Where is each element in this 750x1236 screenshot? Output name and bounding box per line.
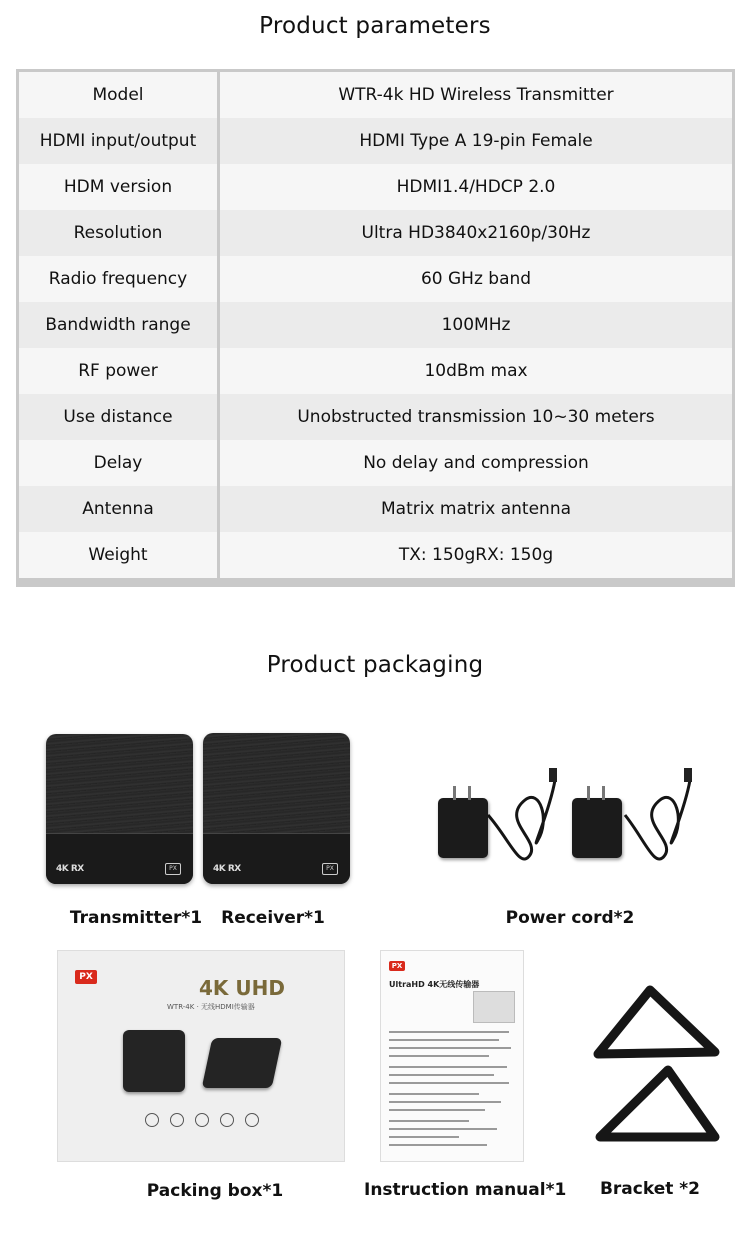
table-cell-label: Use distance xyxy=(19,394,217,440)
power-cord-caption: Power cord*2 xyxy=(505,908,635,928)
device-logo-text: 4K RX xyxy=(56,864,84,874)
product-parameters-title: Product parameters xyxy=(259,13,491,39)
box-device-illustration xyxy=(123,1030,185,1092)
table-cell-value: TX: 150gRX: 150g xyxy=(220,532,732,578)
table-cell-value: No delay and compression xyxy=(220,440,732,486)
table-cell-label: Radio frequency xyxy=(19,256,217,302)
power-adapter-icon xyxy=(572,798,622,858)
plug-prong xyxy=(602,786,605,800)
bracket-caption: Bracket *2 xyxy=(599,1179,701,1199)
manual-text-line xyxy=(389,1082,509,1084)
manual-text-line xyxy=(389,1101,501,1103)
feature-icon xyxy=(170,1113,184,1127)
table-cell-label: Weight xyxy=(19,532,217,578)
manual-text-line xyxy=(389,1136,459,1138)
feature-icon xyxy=(195,1113,209,1127)
instruction-manual-caption: Instruction manual*1 xyxy=(364,1180,567,1200)
power-cord-image xyxy=(430,760,710,875)
table-cell-value: Unobstructed transmission 10~30 meters xyxy=(220,394,732,440)
transmitter-image xyxy=(46,734,193,884)
device-front-band xyxy=(203,833,350,884)
box-headline: 4K UHD xyxy=(199,976,285,1000)
manual-text-line xyxy=(389,1066,507,1068)
device-front-band xyxy=(46,833,193,884)
manual-text-line xyxy=(389,1031,509,1033)
manual-text-line xyxy=(389,1120,469,1122)
table-cell-label: HDM version xyxy=(19,164,217,210)
manual-text-line xyxy=(389,1074,494,1076)
table-cell-label: HDMI input/output xyxy=(19,118,217,164)
brand-logo: PX xyxy=(389,961,405,971)
plug-prong xyxy=(587,786,590,800)
receiver-image xyxy=(203,733,350,884)
table-cell-value: 10dBm max xyxy=(220,348,732,394)
plug-prong xyxy=(468,786,471,800)
manual-product-illustration xyxy=(473,991,515,1023)
device-logo-text: 4K RX xyxy=(213,864,241,874)
table-cell-value: HDMI1.4/HDCP 2.0 xyxy=(220,164,732,210)
table-cell-value: WTR-4k HD Wireless Transmitter xyxy=(220,72,732,118)
product-packaging-title: Product packaging xyxy=(266,652,484,678)
device-badge: PX xyxy=(322,863,338,875)
box-subline: WTR-4K · 无线HDMI传输器 xyxy=(167,1003,255,1011)
manual-text-line xyxy=(389,1047,511,1049)
table-cell-value: Ultra HD3840x2160p/30Hz xyxy=(220,210,732,256)
packing-box-image xyxy=(57,950,345,1162)
manual-text-line xyxy=(389,1055,489,1057)
feature-icon xyxy=(245,1113,259,1127)
manual-text-line xyxy=(389,1093,479,1095)
transmitter-caption: Transmitter*1 xyxy=(69,908,203,928)
table-cell-value: HDMI Type A 19-pin Female xyxy=(220,118,732,164)
box-device-illustration xyxy=(202,1038,283,1088)
table-cell-label: Bandwidth range xyxy=(19,302,217,348)
plug-prong xyxy=(453,786,456,800)
manual-text-line xyxy=(389,1109,485,1111)
power-adapter-icon xyxy=(438,798,488,858)
manual-text-line xyxy=(389,1039,499,1041)
manual-text-line xyxy=(389,1128,497,1130)
device-badge: PX xyxy=(165,863,181,875)
feature-icon xyxy=(220,1113,234,1127)
feature-icon xyxy=(145,1113,159,1127)
parameters-table xyxy=(16,69,735,587)
bracket-icon xyxy=(590,982,730,1147)
packing-box-caption: Packing box*1 xyxy=(146,1181,284,1201)
table-cell-value: 100MHz xyxy=(220,302,732,348)
manual-text-line xyxy=(389,1144,487,1146)
receiver-caption: Receiver*1 xyxy=(221,908,325,928)
instruction-manual-image xyxy=(381,951,523,1161)
table-cell-label: Resolution xyxy=(19,210,217,256)
table-cell-label: Model xyxy=(19,72,217,118)
table-cell-label: RF power xyxy=(19,348,217,394)
manual-headline: UltraHD 4K无线传输器 xyxy=(389,980,480,989)
table-cell-label: Antenna xyxy=(19,486,217,532)
brand-logo: PX xyxy=(75,970,97,984)
table-cell-value: 60 GHz band xyxy=(220,256,732,302)
table-cell-label: Delay xyxy=(19,440,217,486)
table-cell-value: Matrix matrix antenna xyxy=(220,486,732,532)
